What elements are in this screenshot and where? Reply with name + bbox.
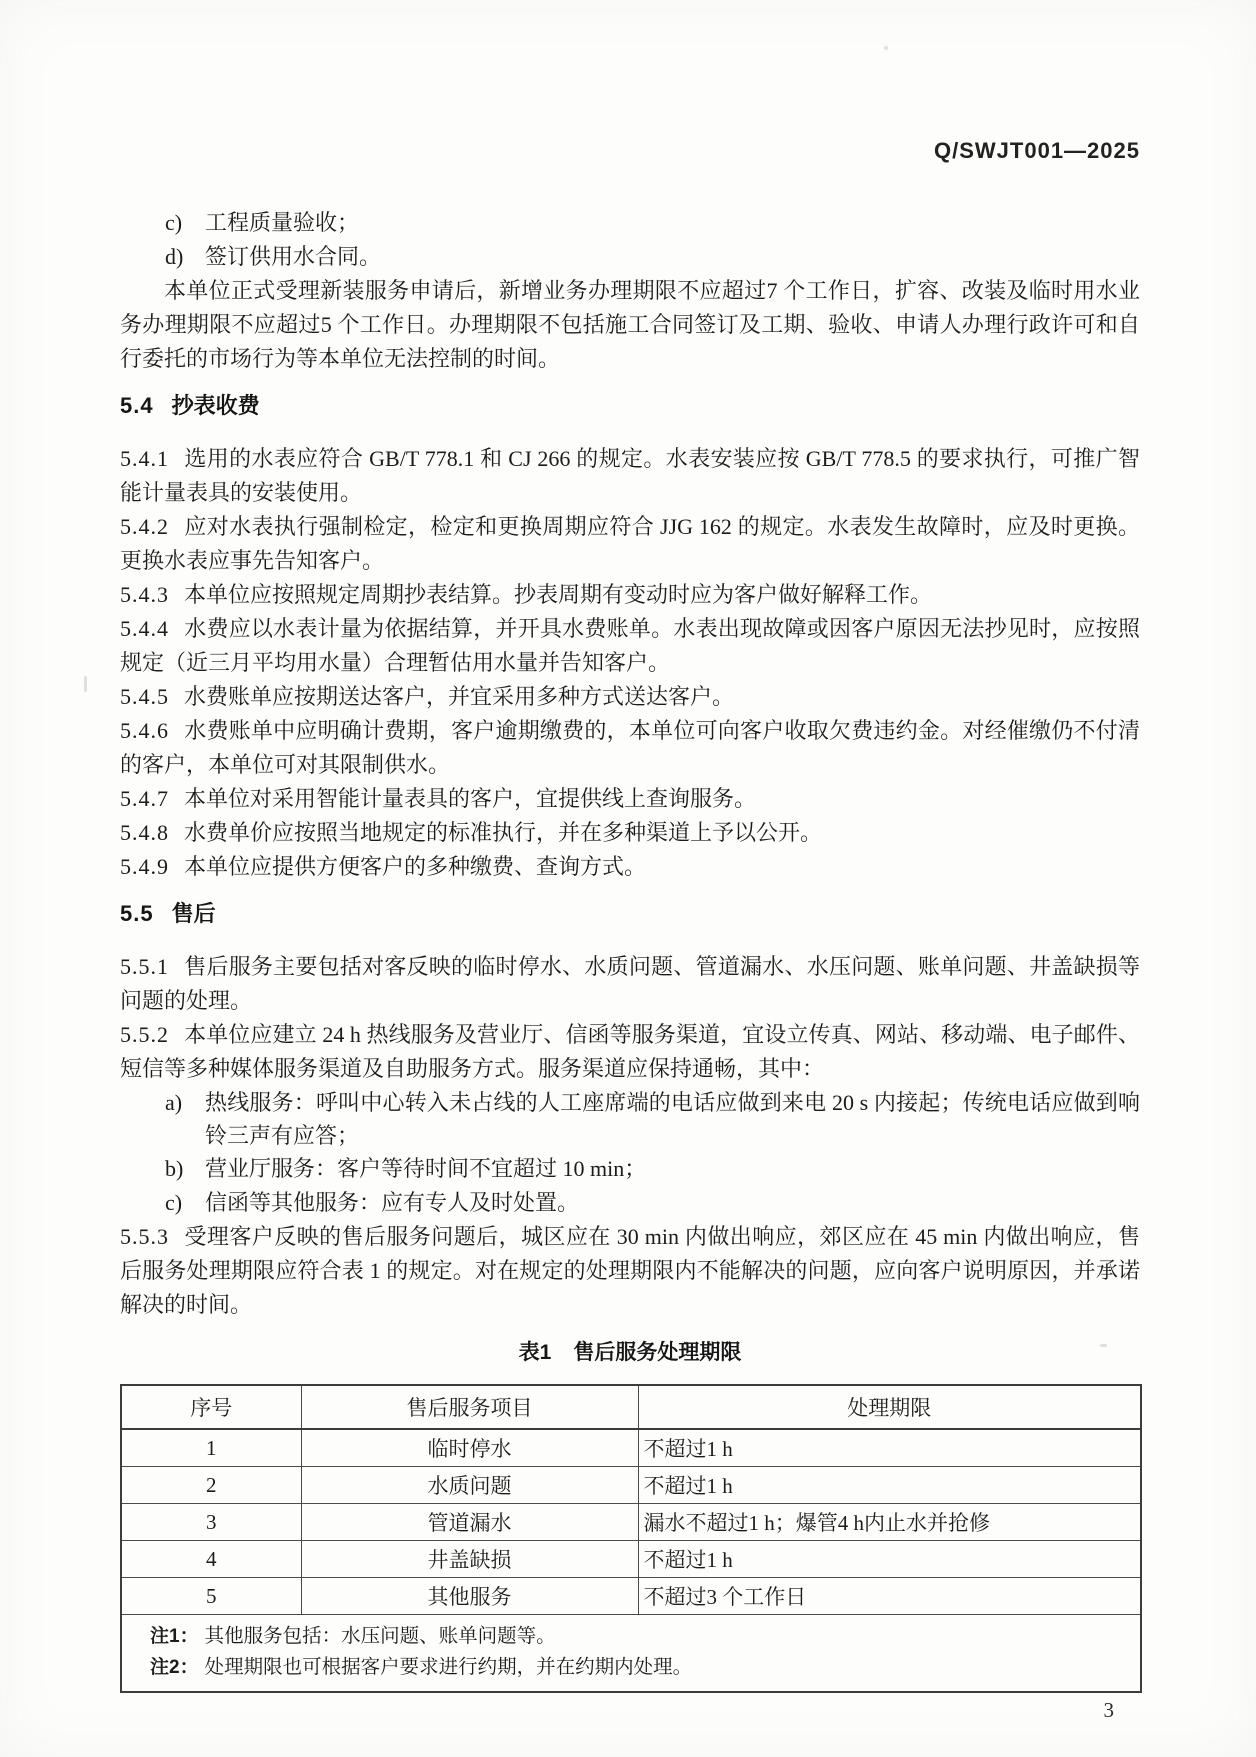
table-row — [121, 1429, 1141, 1467]
clause-text: 本单位应按照规定周期抄表结算。抄表周期有变动时应为客户做好解释工作。 — [184, 582, 933, 607]
list-item-text: 工程质量验收； — [205, 210, 360, 235]
clause-5-4-6 — [120, 714, 1140, 782]
note-label: 注2： — [150, 1657, 199, 1678]
clause-number: 5.4.7 — [120, 786, 169, 811]
cell-service: 管道漏水 — [301, 1504, 638, 1541]
clause-text: 水费单价应按照当地规定的标准执行，并在多种渠道上予以公开。 — [184, 820, 823, 845]
table-row — [121, 1467, 1141, 1504]
cell-seq: 2 — [121, 1467, 301, 1504]
table-row — [121, 1504, 1141, 1541]
clause-text: 本单位应建立 24 h 热线服务及营业厅、信函等服务渠道，宜设立传真、网站、移动端、电子邮件、短信等多种媒体服务渠道及自助服务方式。服务渠道应保持通畅，其中： — [120, 1022, 1140, 1081]
clause-5-4-2 — [120, 510, 1140, 578]
clause-number: 5.5.1 — [120, 954, 169, 979]
section-number: 5.5 — [120, 901, 154, 926]
clause-5-5-1 — [120, 950, 1140, 1018]
section-heading-5-5 — [120, 897, 1140, 931]
column-header-seq: 序号 — [121, 1385, 301, 1429]
cell-service: 临时停水 — [301, 1429, 638, 1467]
cell-seq: 1 — [121, 1429, 301, 1467]
cell-seq: 4 — [121, 1541, 301, 1578]
clause-number: 5.4.4 — [120, 616, 169, 641]
table-title: 售后服务处理期限 — [573, 1341, 742, 1364]
clause-text: 水费账单应按期送达客户，并宜采用多种方式送达客户。 — [184, 684, 735, 709]
cell-deadline: 不超过1 h — [638, 1467, 1141, 1504]
clause-5-4-8 — [120, 816, 1140, 850]
clause-text: 应对水表执行强制检定，检定和更换周期应符合 JJG 162 的规定。水表发生故障时，应及时更换。更换水表应事先告知客户。 — [120, 514, 1140, 573]
clause-text: 本单位应提供方便客户的多种缴费、查询方式。 — [184, 854, 647, 879]
table-note-1 — [150, 1621, 1130, 1652]
clause-number: 5.4.2 — [120, 514, 169, 539]
list-item-c — [120, 206, 1140, 240]
cell-deadline: 不超过1 h — [638, 1541, 1141, 1578]
sub-item-a — [120, 1086, 1140, 1152]
cell-service: 井盖缺损 — [301, 1541, 638, 1578]
table-notes-row — [121, 1615, 1141, 1693]
cell-deadline: 漏水不超过1 h；爆管4 h内止水并抢修 — [638, 1504, 1141, 1541]
sub-item-label: a) — [165, 1090, 183, 1115]
sub-item-text: 营业厅服务：客户等待时间不宜超过 10 min； — [205, 1156, 647, 1181]
clause-number: 5.4.3 — [120, 582, 169, 607]
clause-text: 水费账单中应明确计费期，客户逾期缴费的，本单位可向客户收取欠费违约金。对经催缴仍不付清的客户，本单位可对其限制供水。 — [120, 718, 1140, 777]
doc-number: Q/SWJT001—2025 — [934, 138, 1140, 163]
page-number: 3 — [1103, 1698, 1114, 1722]
cell-seq: 5 — [121, 1578, 301, 1615]
section-heading-5-4 — [120, 389, 1140, 423]
sub-item-list — [120, 1086, 1140, 1220]
page-footer — [120, 1695, 1140, 1725]
doc-header — [120, 138, 1140, 164]
column-header-service: 售后服务项目 — [301, 1385, 638, 1429]
scan-artifact — [884, 46, 888, 50]
sub-item-b — [120, 1152, 1140, 1186]
sub-item-c — [120, 1186, 1140, 1220]
sub-item-label: c) — [165, 1190, 183, 1215]
clause-text: 售后服务主要包括对客反映的临时停水、水质问题、管道漏水、水压问题、账单问题、井盖缺损等问题的处理。 — [120, 954, 1140, 1013]
table-notes — [121, 1615, 1141, 1693]
clause-5-4-4 — [120, 612, 1140, 680]
clause-text: 水费应以水表计量为依据结算，并开具水费账单。水表出现故障或因客户原因无法抄见时，应按照规定（近三月平均用水量）合理暂估用水量并告知客户。 — [120, 616, 1140, 675]
clause-text: 受理客户反映的售后服务问题后，城区应在 30 min 内做出响应，郊区应在 45 min 内做出响应，售后服务处理期限应符合表 1 的规定。对在规定的处理期限内不能解决的问题，应向客户说明原因，并承诺解决的时间。 — [120, 1224, 1140, 1317]
clause-5-5-3 — [120, 1220, 1140, 1322]
clause-5-4-1 — [120, 442, 1140, 510]
clause-5-4-9 — [120, 850, 1140, 884]
sub-item-label: b) — [165, 1156, 184, 1181]
clause-5-5-2 — [120, 1018, 1140, 1086]
cell-service: 水质问题 — [301, 1467, 638, 1504]
list-item-label: c) — [165, 210, 183, 235]
scan-artifact — [84, 676, 87, 692]
cell-seq: 3 — [121, 1504, 301, 1541]
section-title: 售后 — [171, 901, 216, 926]
clause-5-4-7 — [120, 782, 1140, 816]
note-text: 其他服务包括：水压问题、账单问题等。 — [204, 1626, 556, 1647]
section-title: 抄表收费 — [171, 393, 260, 418]
table-header-row — [121, 1385, 1141, 1429]
clause-number: 5.4.9 — [120, 854, 169, 879]
clause-text: 本单位对采用智能计量表具的客户，宜提供线上查询服务。 — [184, 786, 757, 811]
table-row — [121, 1541, 1141, 1578]
note-text: 处理期限也可根据客户要求进行约期，并在约期内处理。 — [204, 1657, 693, 1678]
cell-deadline: 不超过1 h — [638, 1429, 1141, 1467]
clause-5-4-5 — [120, 680, 1140, 714]
clause-number: 5.4.8 — [120, 820, 169, 845]
clause-number: 5.4.6 — [120, 718, 169, 743]
table-caption — [120, 1336, 1140, 1370]
column-header-deadline: 处理期限 — [638, 1385, 1141, 1429]
clause-number: 5.5.3 — [120, 1224, 169, 1249]
list-item-text: 签订供用水合同。 — [205, 244, 382, 269]
list-item-label: d) — [165, 244, 184, 269]
table-number: 表1 — [518, 1341, 552, 1364]
sub-item-text: 信函等其他服务：应有专人及时处置。 — [205, 1190, 580, 1215]
clause-text: 选用的水表应符合 GB/T 778.1 和 CJ 266 的规定。水表安装应按 GB/T 778.5 的要求执行，可推广智能计量表具的安装使用。 — [120, 446, 1140, 505]
cell-service: 其他服务 — [301, 1578, 638, 1615]
table-note-2 — [150, 1652, 1130, 1683]
intro-paragraph: 本单位正式受理新装服务申请后，新增业务办理期限不应超过7 个工作日，扩容、改装及临时用水业务办理期限不应超过5 个工作日。办理期限不包括施工合同签订及工期、验收、申请人办理行政许可和自行委托的市场行为等本单位无法控制的时间。 — [120, 278, 1140, 371]
cell-deadline: 不超过3 个工作日 — [638, 1578, 1141, 1615]
scan-artifact — [1100, 1344, 1107, 1347]
list-item-d — [120, 240, 1140, 274]
clause-5-4-3 — [120, 578, 1140, 612]
service-deadline-table — [120, 1384, 1142, 1693]
clause-number: 5.5.2 — [120, 1022, 169, 1047]
note-label: 注1： — [150, 1626, 199, 1647]
clause-number: 5.4.1 — [120, 446, 169, 471]
section-number: 5.4 — [120, 393, 154, 418]
clause-number: 5.4.5 — [120, 684, 169, 709]
document-body — [120, 206, 1140, 1725]
sub-item-text: 热线服务：呼叫中心转入未占线的人工座席端的电话应做到来电 20 s 内接起；传统电话应做到响铃三声有应答； — [205, 1090, 1140, 1148]
table-row — [121, 1578, 1141, 1615]
